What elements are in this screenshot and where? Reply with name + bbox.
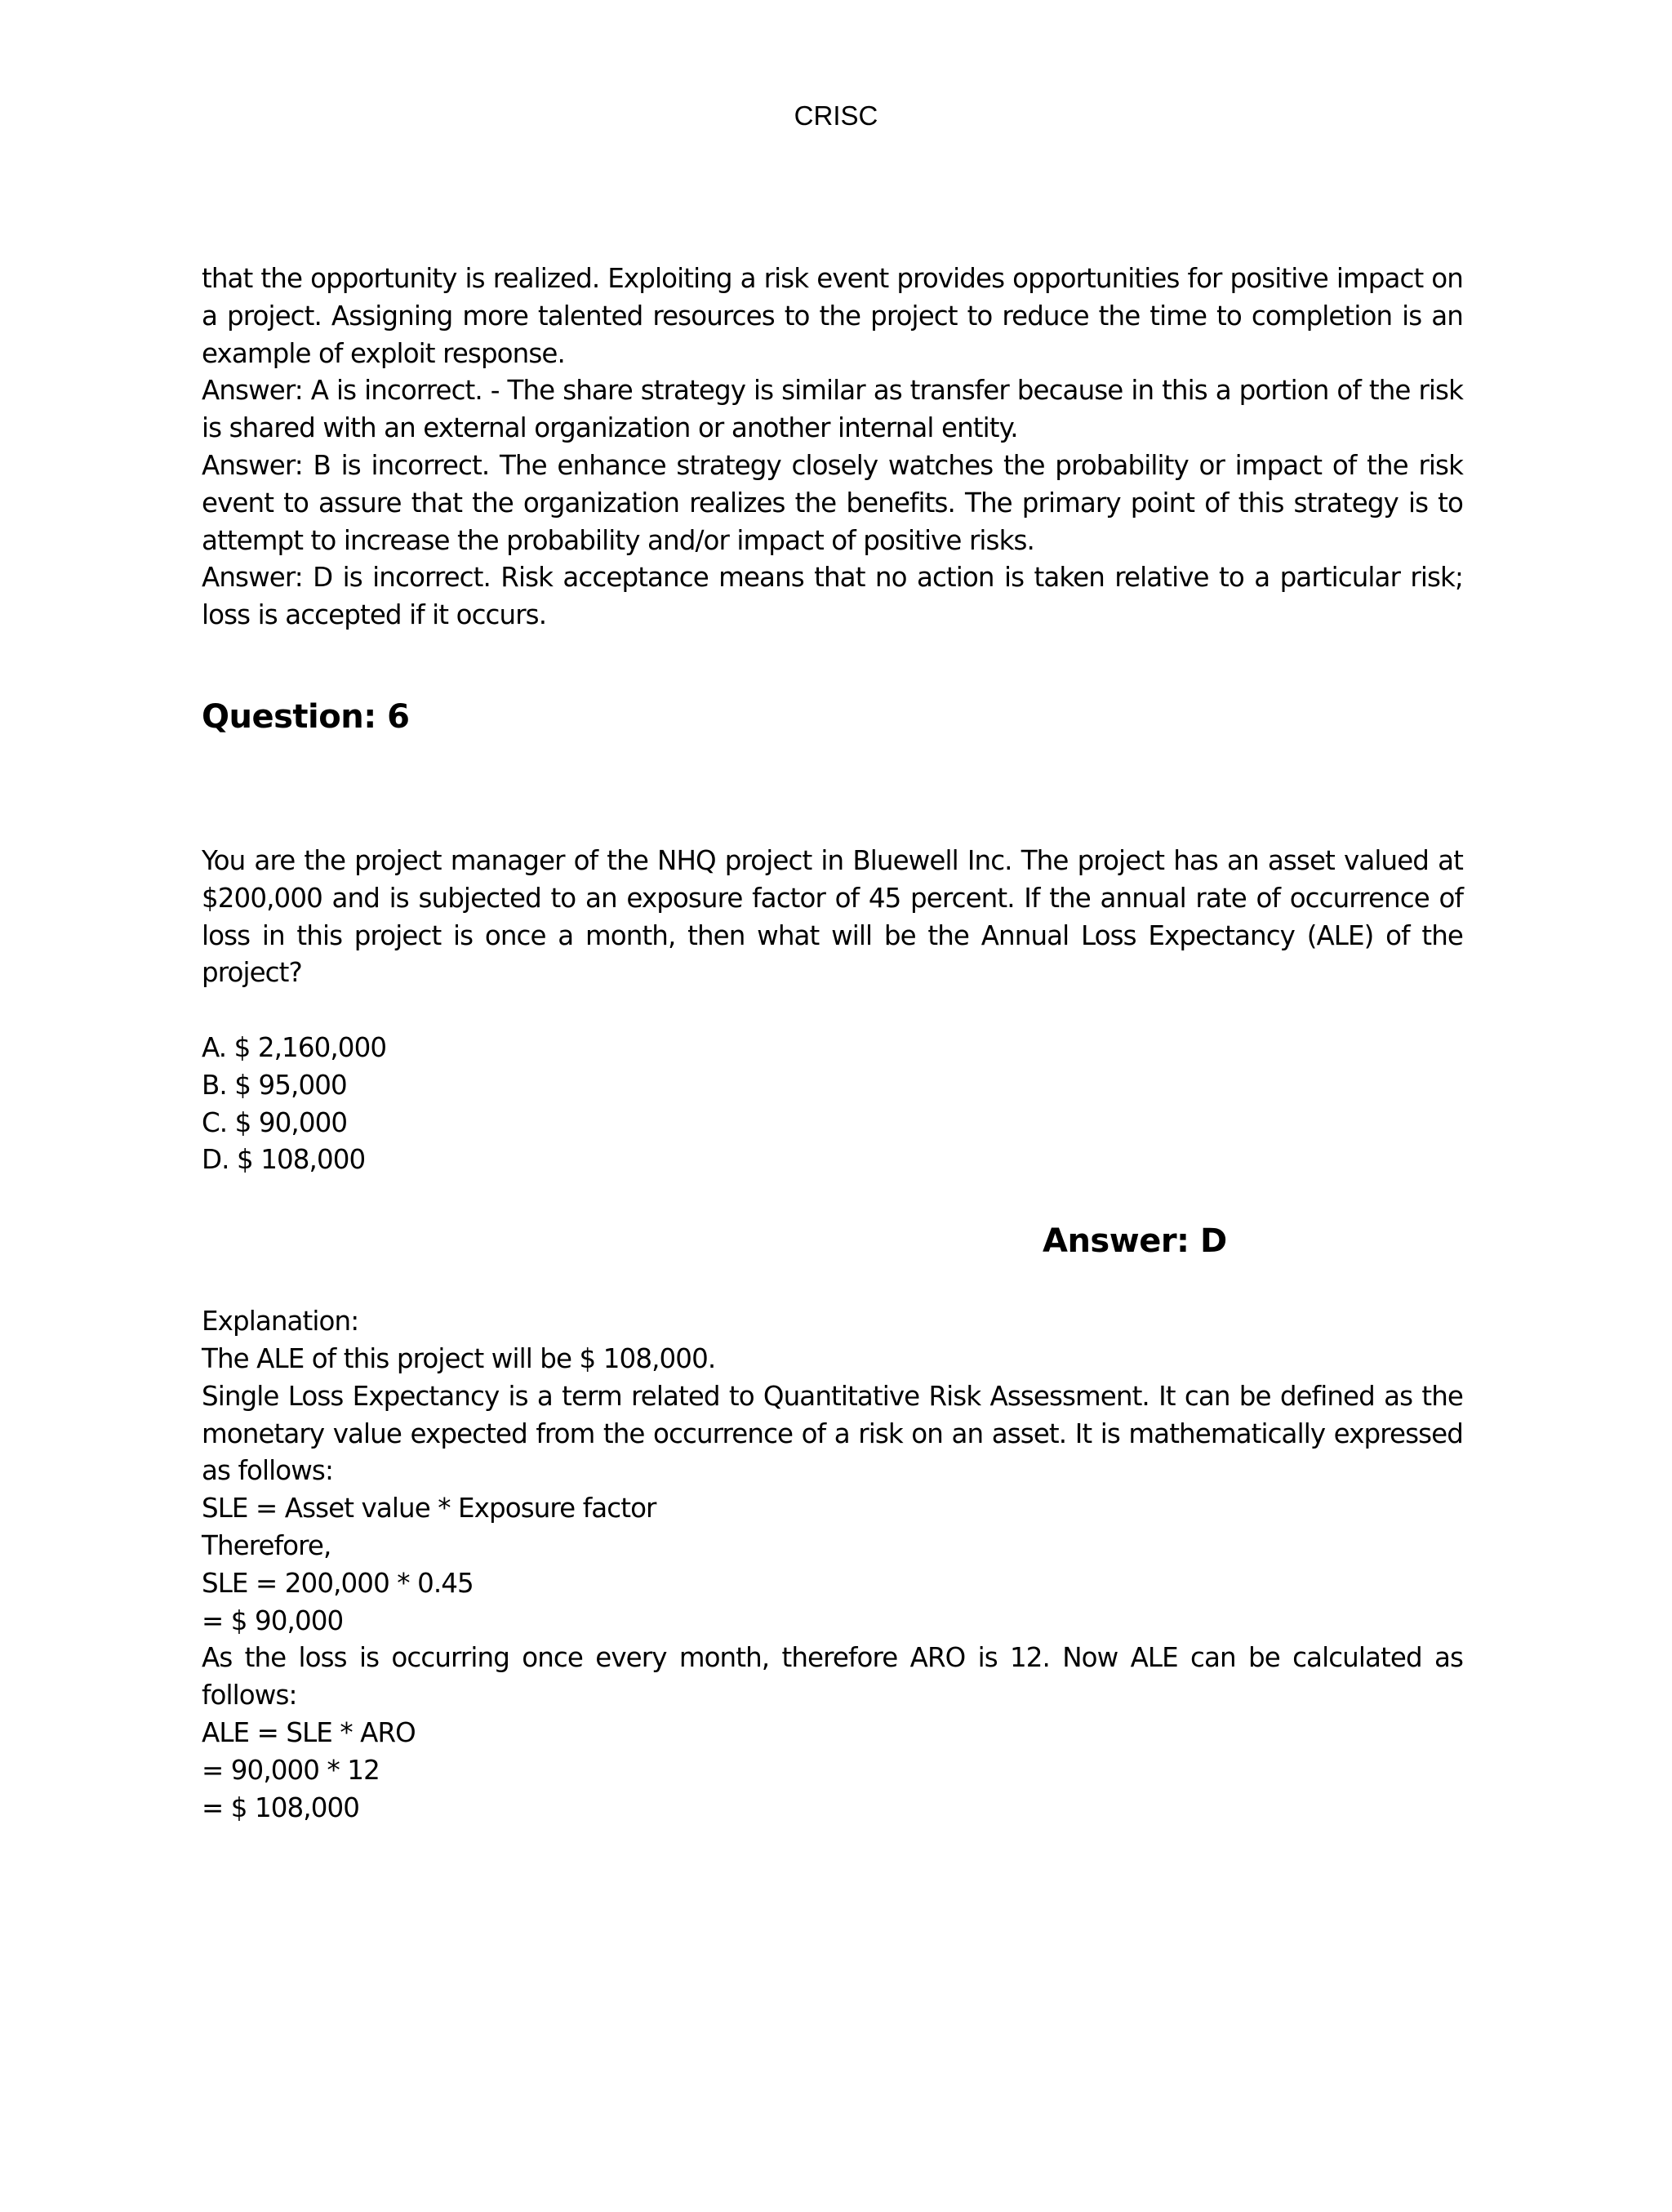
explanation-paragraph: Answer: A is incorrect. - The share strategy is similar as transfer because in this a portion of the risk is shared with an external organization or another internal entity. [202,375,1463,444]
question-text: You are the project manager of the NHQ project in Bluewell Inc. The project has an asset valued at $200,000 and is subjected to an exposure factor of 45 percent. If the annual rate of occurrence of loss in this project is once a month, then what will be the Annual Loss Expectancy (ALE) of the project? [202,844,1463,989]
answer-option: A. $ 2,160,000 [202,1031,387,1063]
explanation-paragraph: Answer: D is incorrect. Risk acceptance means that no action is taken relative to a particular risk; loss is accepted if it occurs. [202,562,1463,631]
explanation-line: The ALE of this project will be $ 108,000. [202,1342,716,1374]
explanation-line: Therefore, [202,1529,331,1561]
explanation-line: = 90,000 * 12 [202,1754,380,1786]
explanation-label: Explanation: [202,1306,359,1337]
answer-option: B. $ 95,000 [202,1069,347,1101]
explanation-line: ALE = SLE * ARO [202,1716,416,1748]
explanation-paragraph: that the opportunity is realized. Exploiting a risk event provides opportunities for positive impact on a project. Assigning more talented resources to the project to reduce the time to completion is an example of exploit response. [202,263,1463,369]
answer-option: C. $ 90,000 [202,1106,348,1138]
explanation-line: Single Loss Expectancy is a term related to Quantitative Risk Assessment. It can be defined as the monetary value expected from the occurrence of a risk on an asset. It is mathematically expressed as follows: [202,1380,1463,1487]
page-content [202,260,1463,1827]
question-title: Question: 6 [202,697,410,736]
answer-option: D. $ 108,000 [202,1144,366,1176]
explanation-line: = $ 90,000 [202,1604,344,1636]
previous-explanation [202,260,1463,634]
explanation-paragraph: Answer: B is incorrect. The enhance strategy closely watches the probability or impact of the risk event to assure that the organization realizes the benefits. The primary point of this strategy is to attempt to increase the probability and/or impact of positive risks. [202,449,1463,556]
explanation-line: As the loss is occurring once every month, therefore ARO is 12. Now ALE can be calculated as follows: [202,1642,1463,1711]
correct-answer: Answer: D [1043,1222,1227,1261]
answer-options [202,1030,1463,1179]
explanation-line: = $ 108,000 [202,1791,360,1823]
explanation-line: SLE = Asset value * Exposure factor [202,1493,656,1524]
explanation-line: SLE = 200,000 * 0.45 [202,1567,474,1599]
explanation-section [202,1303,1463,1827]
page-header: CRISC [794,100,878,131]
